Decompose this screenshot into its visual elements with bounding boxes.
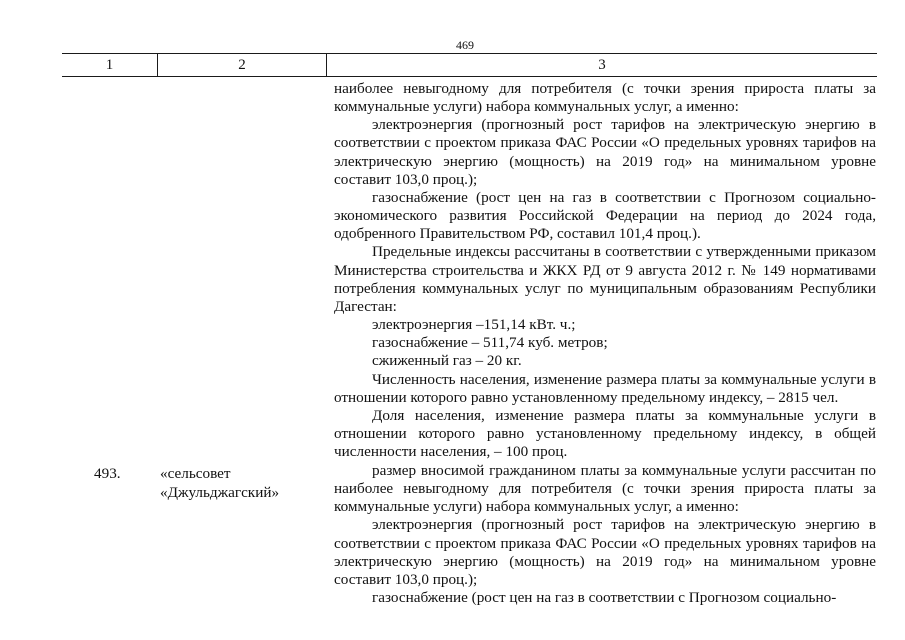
- municipality-name-line-1: «сельсовет: [160, 465, 231, 482]
- column-header-2: 2: [238, 57, 246, 73]
- paragraph: электроэнергия (прогнозный рост тарифов на электрическую энергию в соответствии с проектом приказа ФАС России «О предельных уровнях тарифов на электрическую энергию (мощность) на 2019 год» на минимальном уровне составит 103,0 проц.);: [334, 116, 876, 188]
- paragraph: газоснабжение (рост цен на газ в соответствии с Прогнозом социально-экономического развития Российской Федерации на период до 2024 года, одобренного Правительством РФ, составил 101,4 проц.).: [334, 188, 876, 243]
- header-top-rule: [62, 53, 877, 54]
- paragraph: Предельные индексы рассчитаны в соответствии с утвержденными приказом Министерства строительства и ЖКХ РД от 9 августа 2012 г. № 149 нормативами потребления коммунальных услуг по муниципальным образованиям Республики Дагестан:: [334, 243, 876, 315]
- row-number: 493.: [94, 465, 121, 482]
- list-item: электроэнергия –151,14 кВт. ч.;: [372, 316, 576, 334]
- paragraph: наиболее невыгодному для потребителя (с точки зрения прироста платы за коммунальные услуги) набора коммунальных услуг, а именно:: [334, 80, 876, 116]
- column-header-1: 1: [105, 57, 114, 73]
- row-493-text: [334, 462, 876, 607]
- list-item: газоснабжение – 511,74 куб. метров;: [372, 334, 608, 352]
- paragraph: электроэнергия (прогнозный рост тарифов на электрическую энергию в соответствии с проектом приказа ФАС России «О предельных уровнях тарифов на электрическую энергию (мощность) на 2019 год» на минимальном уровне составит 103,0 проц.);: [334, 516, 876, 588]
- paragraph: Доля населения, изменение размера платы за коммунальные услуги в отношении которого равно установленному предельному индексу, в общей численности населения, – 100 проц.: [334, 406, 876, 461]
- column-header-3: 3: [598, 57, 606, 73]
- municipality-name: [160, 465, 320, 502]
- continued-row-text: [334, 80, 876, 461]
- header-bottom-rule: [62, 76, 877, 77]
- paragraph: размер вносимой гражданином платы за коммунальные услуги рассчитан по наиболее невыгодному для потребителя (с точки зрения прироста платы за коммунальные услуги) набора коммунальных услуг, а именно:: [334, 462, 876, 516]
- paragraph: Численность населения, изменение размера платы за коммунальные услуги в отношении которого равно установленному предельному индексу, – 2815 чел.: [334, 370, 876, 406]
- municipality-name-line-2: «Джульджагский»: [160, 483, 280, 501]
- paragraph: газоснабжение (рост цен на газ в соответствии с Прогнозом социально-: [372, 589, 837, 607]
- page-number: 469: [456, 38, 474, 52]
- list-item: сжиженный газ – 20 кг.: [372, 352, 522, 370]
